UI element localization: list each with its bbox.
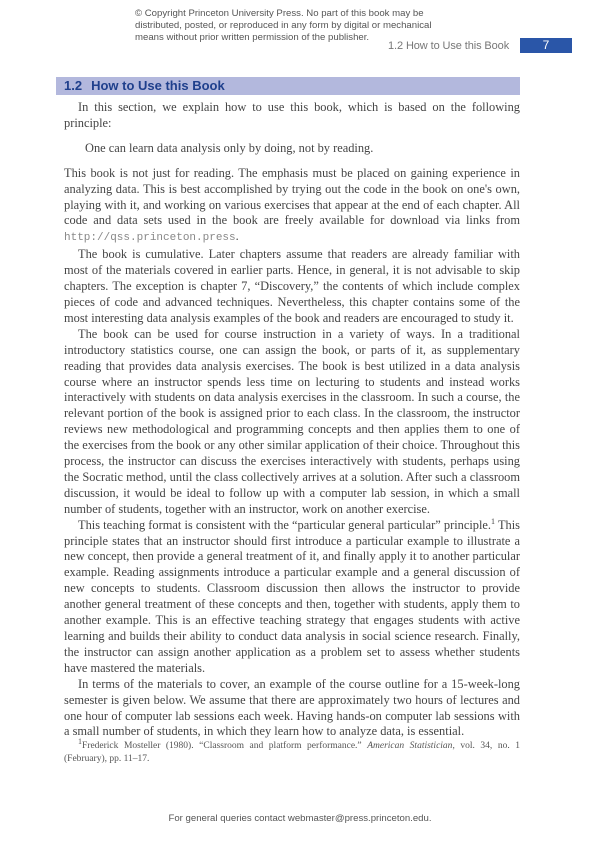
paragraph-5: In terms of the materials to cover, an example of the course outline for a 15-week-long semester is given below. We assume that there are approximately two hours of lectures and one hour of computer lab sessions each week. Having hands-on computer lab sessions with a small number of students, in which they learn how to analyze data, is essential. (64, 676, 520, 739)
page-number: 7 (520, 38, 572, 53)
footnote-ref[interactable]: 1 (491, 516, 496, 526)
section-heading (64, 77, 225, 95)
download-link[interactable]: http://qss.princeton.press (64, 232, 236, 245)
section-title: How to Use this Book (91, 78, 225, 93)
footnote-marker: 1 (78, 736, 82, 746)
page-footer: For general queries contact webmaster@press.princeton.edu. (168, 813, 432, 824)
paragraph-4: This teaching format is consistent with the “particular general particular” principle.$^1$ This principle states that an instructor should first introduce a particular example to illustrate a new concept, then provide a general treatment of it, and finally apply it to another particular example. Reading assignments introduce a particular example and a general discussion of new concepts to students. Classroom discussion then allows the instructor to provide another general treatment of these concepts and then, together with students, apply them to another example. This is an effective teaching strategy that engages students with active learning and builds their ability to conduct data analysis in social science research. Finally, the instructor can assign another application as a problem set to assess whether students have mastered the materials. (64, 516, 521, 675)
journal-title: American Statistician (367, 741, 453, 751)
principle-quote: One can learn data analysis only by doing, not by reading. (85, 140, 374, 155)
copyright-line: © Copyright Princeton University Press. No part of this book may be (135, 8, 424, 19)
section-number: 1.2 (64, 78, 83, 93)
paragraph-1: This book is not just for reading. The emphasis must be placed on gaining experience in analyzing data. This is best accomplished by trying out the code in the book on one's own, playing with it, and working on various exercises that appear at the end of each chapter. All code and data sets used in the book are freely available for download via links from http://qss.princeton.press. (64, 165, 520, 245)
paragraph-2: The book is cumulative. Later chapters assume that readers are already familiar with most of the materials covered in earlier parts. Hence, in general, it is not advisable to skip chapters. The exception is chapter 7, “Discovery,” the contents of which include complex pieces of code and advanced techniques. Nevertheless, this chapter contains some of the most interesting data analysis examples of the book and readers are encouraged to study it. (64, 247, 520, 325)
footnote: $^1$Frederick Mosteller (1980). “Classroom and platform performance.” American Statistician, vol. 34, no. 1 (February), pp. 11–17. (64, 736, 521, 764)
running-head: 1.2 How to Use this Book (388, 40, 510, 52)
intro-paragraph: In this section, we explain how to use this book, which is based on the following principle: (64, 100, 520, 130)
paragraph-3: The book can be used for course instruction in a variety of ways. In a traditional introductory statistics course, one can assign the book, or parts of it, as supplementary reading that provides data analysis exercises. The book is best utilized in a data analysis course where an instructor spends less time on lecturing to students and instead works interactively with students on data analysis exercises in the classroom. In such a course, the relevant portion of the book is assigned prior to each class. In the classroom, the instructor reviews new methodological and programming concepts and then applies them to one of the exercises from the book or any other similar application of their choice. Throughout this process, the instructor can discuss the exercises interactively with students, perhaps using the Socratic method, until the class collectively arrives at a solution. After such a classroom discussion, it would be ideal to follow up with a computer lab session, in which a small number of students, together with an instructor, work on another exercise. (64, 326, 520, 516)
body-text (64, 100, 520, 740)
copyright-notice (135, 8, 465, 44)
copyright-line: means without prior written permission of the publisher. (135, 32, 370, 43)
copyright-line: distributed, posted, or reproduced in any form by digital or mechanical (135, 20, 432, 31)
